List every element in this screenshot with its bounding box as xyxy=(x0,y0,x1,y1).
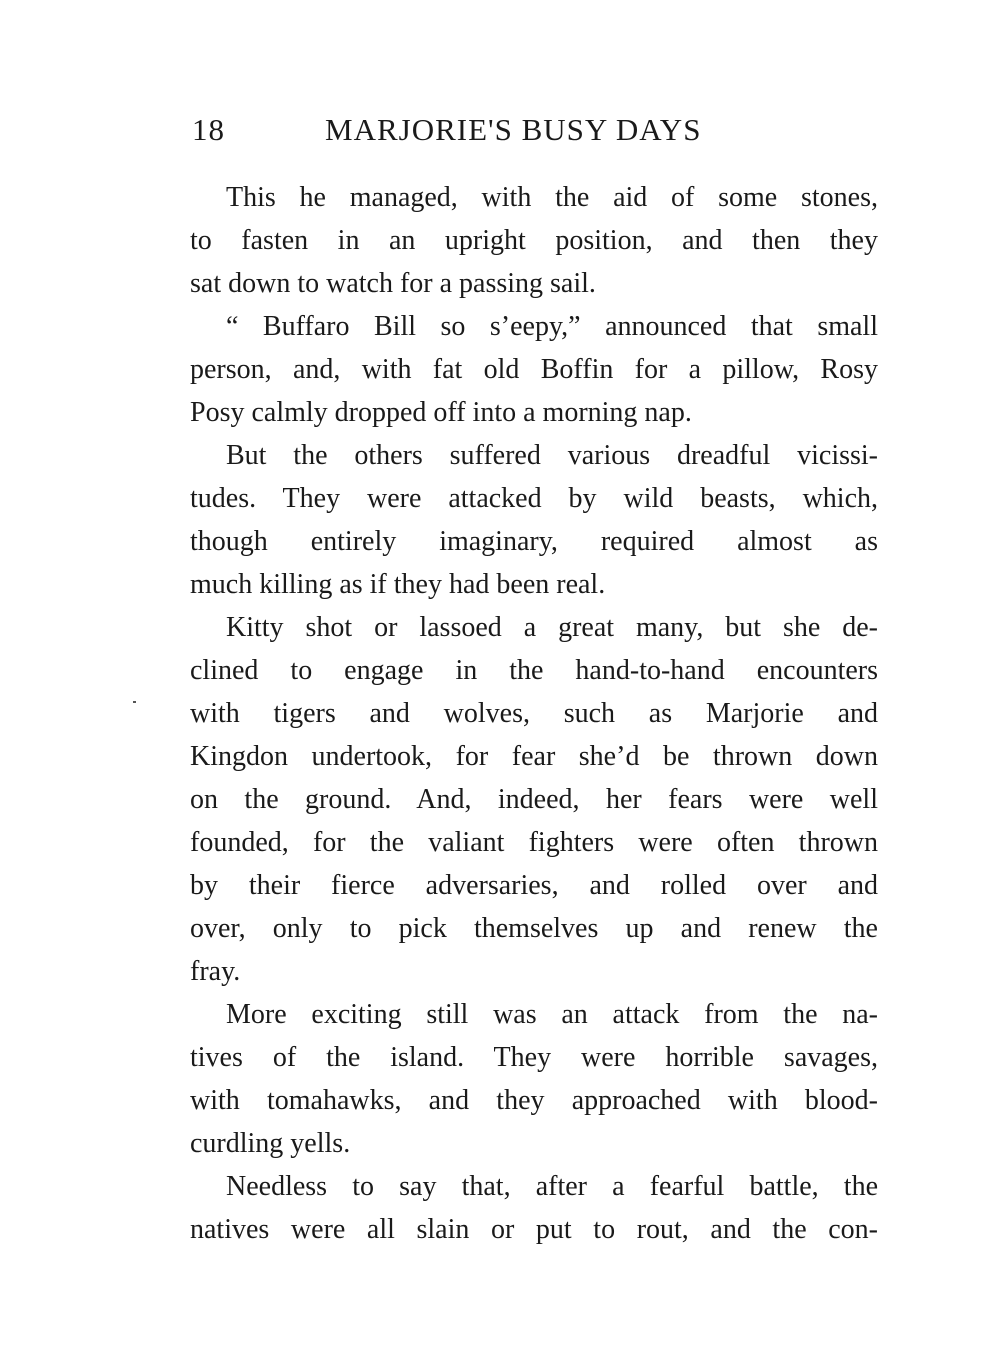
paragraph xyxy=(190,606,878,993)
body-text xyxy=(190,176,878,1251)
paragraph xyxy=(190,305,878,434)
text-line: tudes. They were attacked by wild beasts, which, xyxy=(190,483,878,514)
text-line: much killing as if they had been real. xyxy=(190,569,606,600)
text-line: More exciting still was an attack from the na- xyxy=(226,999,878,1030)
text-line: fray. xyxy=(190,956,241,987)
text-line: curdling yells. xyxy=(190,1128,351,1159)
text-line: clined to engage in the hand-to-hand encounters xyxy=(190,655,878,686)
text-line: sat down to watch for a passing sail. xyxy=(190,268,596,299)
text-line: to fasten in an upright position, and then they xyxy=(190,225,878,256)
text-line: by their fierce adversaries, and rolled over and xyxy=(190,870,878,901)
text-line: natives were all slain or put to rout, and the con- xyxy=(190,1214,878,1245)
text-line: Needless to say that, after a fearful battle, the xyxy=(226,1171,878,1202)
text-line: founded, for the valiant fighters were often thrown xyxy=(190,827,878,858)
running-head xyxy=(192,112,752,156)
text-line: Kitty shot or lassoed a great many, but she de- xyxy=(226,612,878,643)
scan-speck xyxy=(133,701,136,703)
text-line: Posy calmly dropped off into a morning nap. xyxy=(190,397,692,428)
paragraph xyxy=(190,993,878,1165)
text-line: This he managed, with the aid of some stones, xyxy=(226,182,878,213)
page-number: 18 xyxy=(192,112,225,147)
text-line: “ Buffaro Bill so s’eepy,” announced that small xyxy=(226,311,878,342)
text-line: Kingdon undertook, for fear she’d be thrown down xyxy=(190,741,878,772)
text-line: though entirely imaginary, required almost as xyxy=(190,526,878,557)
text-line: over, only to pick themselves up and renew the xyxy=(190,913,878,944)
text-line: on the ground. And, indeed, her fears were well xyxy=(190,784,878,815)
text-line: But the others suffered various dreadful vicissi- xyxy=(226,440,878,471)
text-line: tives of the island. They were horrible savages, xyxy=(190,1042,878,1073)
text-line: person, and, with fat old Boffin for a pillow, Rosy xyxy=(190,354,878,385)
paragraph xyxy=(190,176,878,305)
paragraph xyxy=(190,1165,878,1251)
running-title: MARJORIE'S BUSY DAYS xyxy=(325,112,702,147)
text-line: with tomahawks, and they approached with blood- xyxy=(190,1085,878,1116)
text-line: with tigers and wolves, such as Marjorie and xyxy=(190,698,878,729)
paragraph xyxy=(190,434,878,606)
